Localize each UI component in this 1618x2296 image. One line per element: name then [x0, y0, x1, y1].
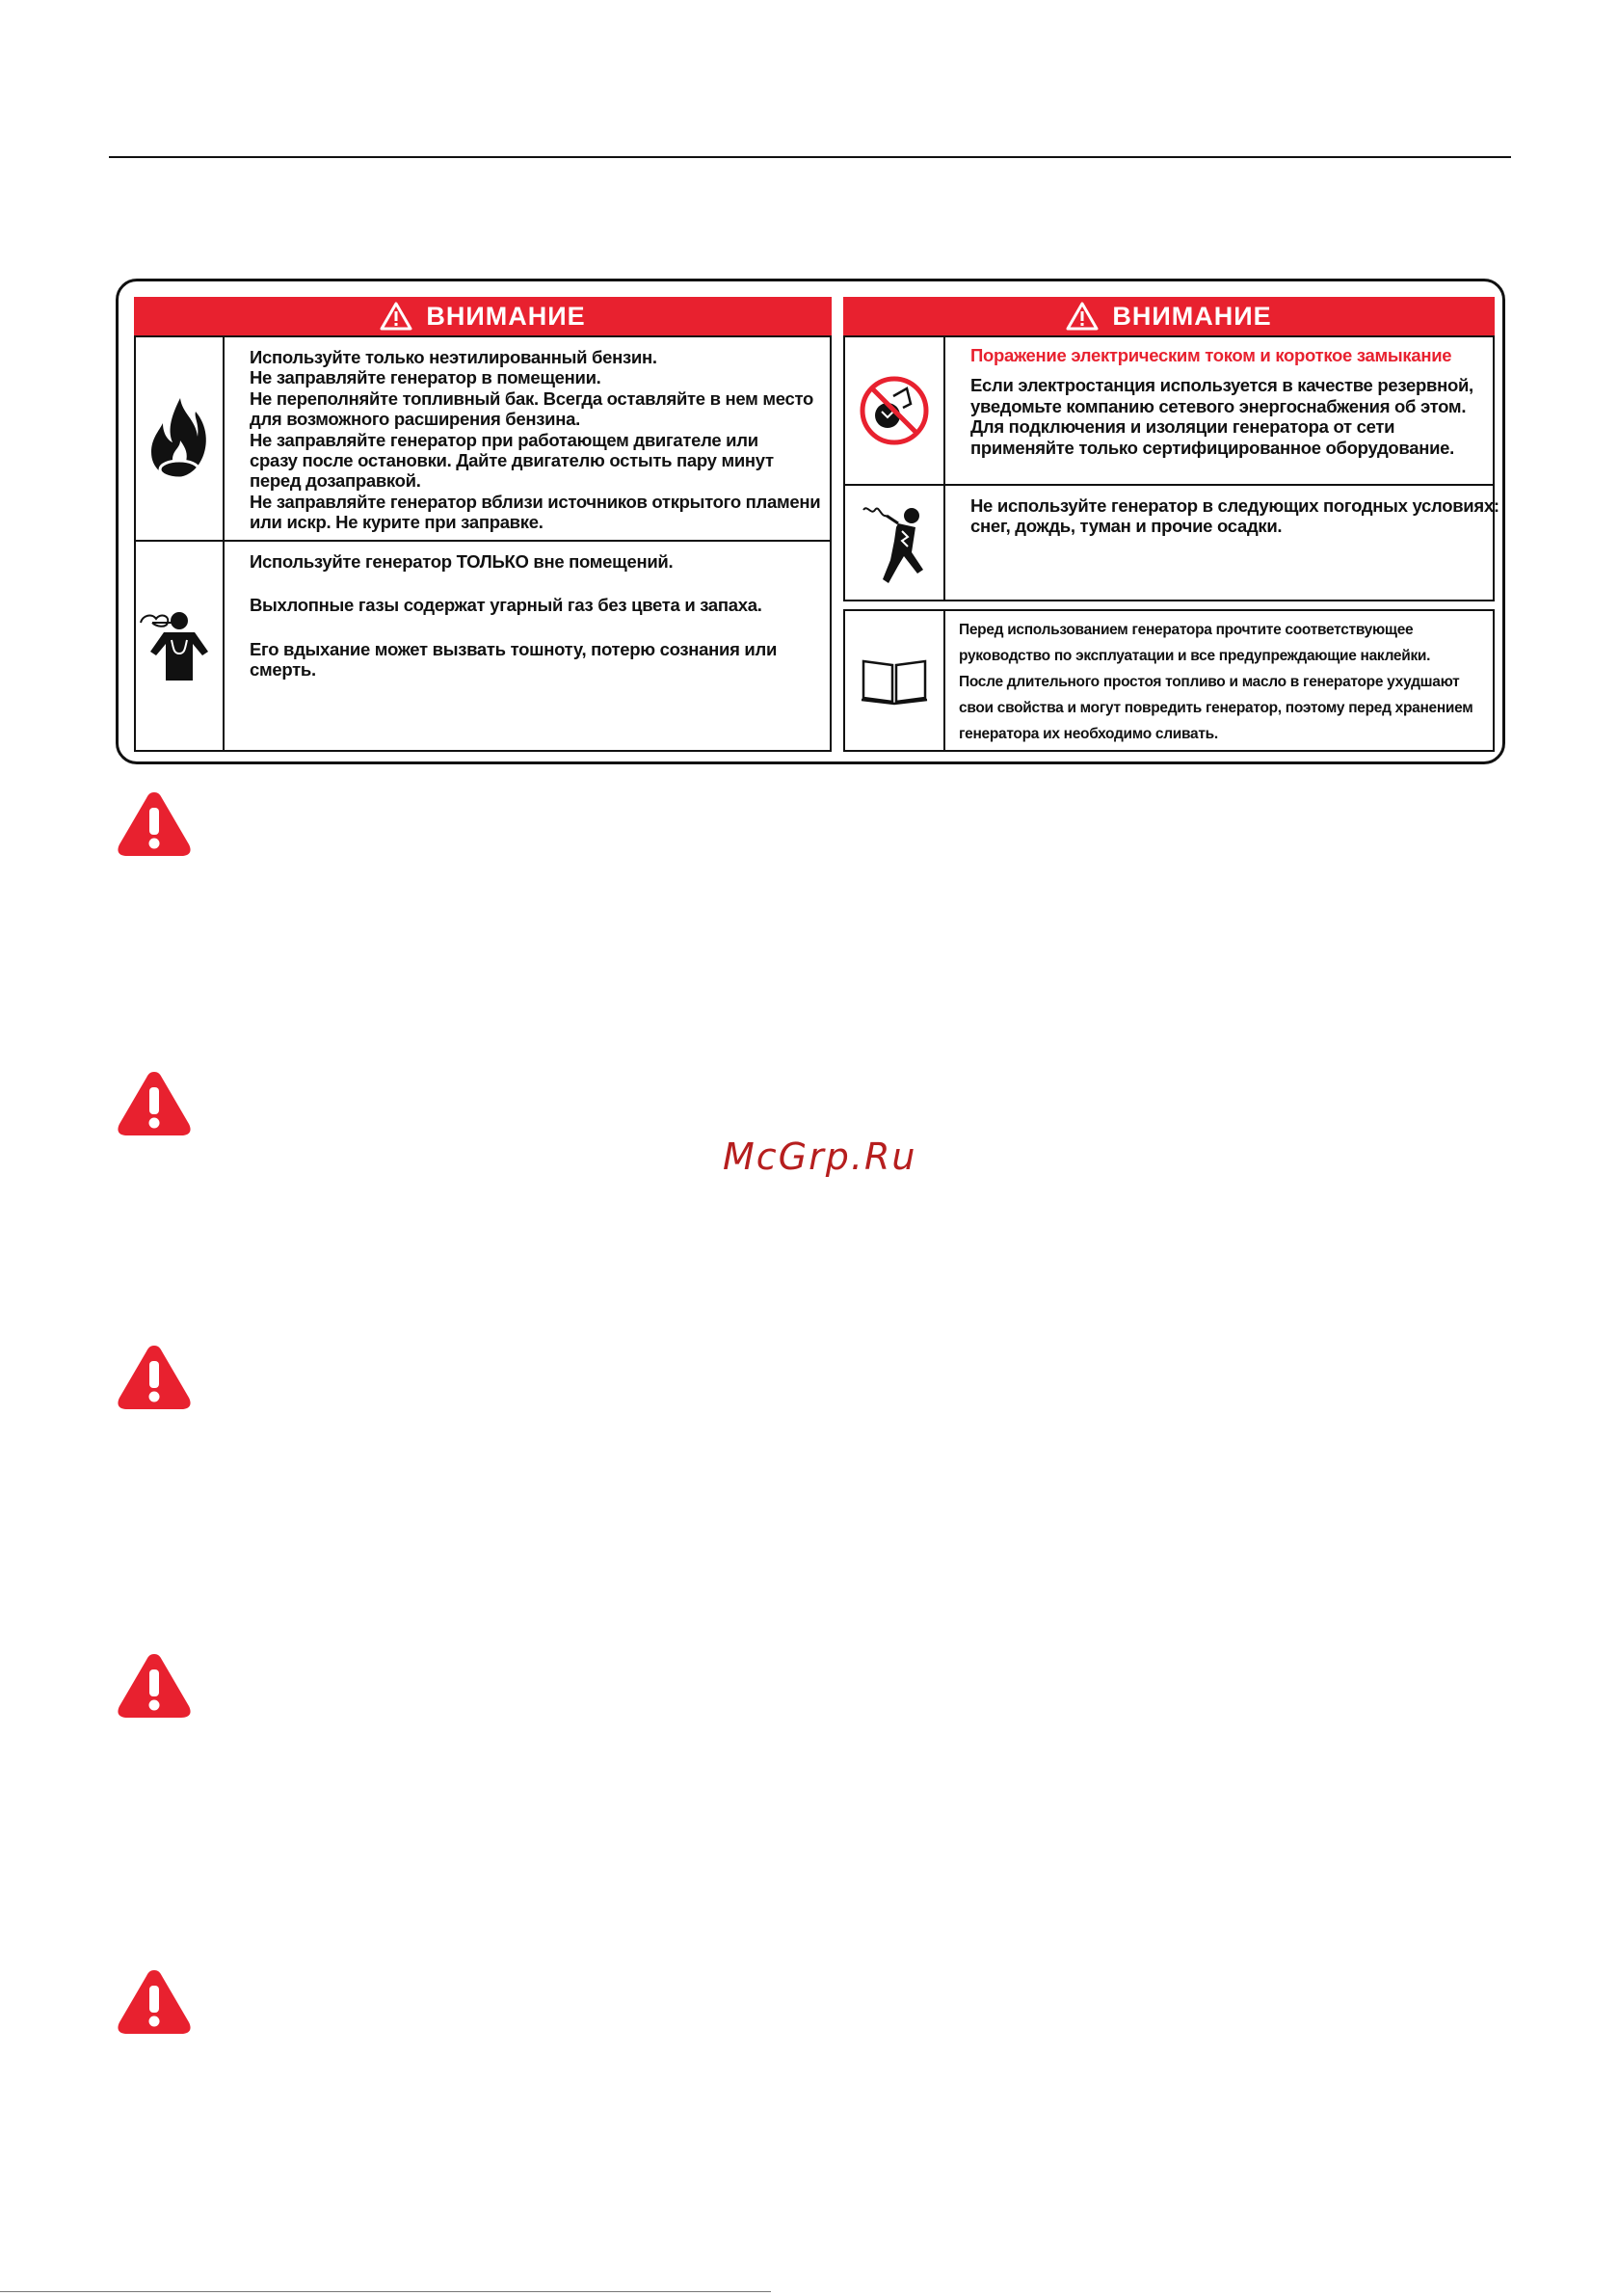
electric-icon-cell: [845, 337, 945, 484]
no-electric-icon: [859, 375, 930, 446]
manual-panel: [843, 609, 1495, 752]
electric-line-4: применяйте только сертифицированное оборудование.: [970, 437, 1455, 458]
weather-warning-row: [843, 484, 1499, 601]
left-panel-header-text: ВНИМАНИЕ: [426, 301, 586, 331]
manual-icon-cell: [845, 611, 945, 750]
exhaust-gap-2: [250, 616, 818, 639]
fuel-line-6: сразу после остановки. Дайте двигателю остыть пару минут: [250, 450, 774, 471]
weather-line-2: снег, дождь, туман и прочие осадки.: [970, 516, 1283, 537]
electric-line-2: уведомьте компанию сетевого энергоснабжения об этом.: [970, 395, 1467, 416]
fire-icon: [147, 394, 211, 483]
manual-warning-text: [945, 611, 1493, 750]
exhaust-line-4: смерть.: [250, 659, 316, 681]
fuel-line-2: Не заправляйте генератор в помещении.: [250, 367, 601, 388]
fuel-line-3: Не переполняйте топливный бак. Всегда оставляйте в нем место: [250, 387, 814, 409]
left-warning-panel: [134, 297, 832, 752]
electric-gap: [970, 365, 1481, 375]
exhaust-line-1: Используйте генератор ТОЛЬКО вне помещений.: [250, 551, 674, 572]
exhaust-warning-text: [225, 542, 830, 750]
electric-warning-row: [843, 335, 1495, 486]
manual-warning-row: [843, 609, 1495, 752]
exhaust-line-2: Выхлопные газы содержат угарный газ без цвета и запаха.: [250, 595, 762, 616]
right-panel-header: [843, 297, 1495, 335]
manual-line-3: После длительного простоя топливо и масло в генераторе ухудшают: [959, 674, 1460, 690]
exhaust-icon-cell: [136, 542, 225, 750]
exhaust-person-icon: [139, 609, 220, 682]
electric-line-1: Если электростанция используется в качестве резервной,: [970, 375, 1473, 396]
right-warning-panel: [843, 297, 1499, 601]
electric-shock-person-icon: [860, 496, 929, 589]
top-rule: [109, 156, 1511, 158]
weather-line-1: Не используйте генератор в следующих погодных условиях:: [970, 495, 1499, 516]
manual-book-icon: [860, 655, 929, 706]
exhaust-warning-row: [134, 540, 832, 752]
warning-label: [116, 279, 1505, 764]
fuel-line-7: перед дозаправкой.: [250, 470, 421, 492]
weather-warning-text: [945, 486, 1499, 600]
fuel-warning-text: [225, 337, 830, 540]
fuel-icon-cell: [136, 337, 225, 540]
weather-icon-cell: [845, 486, 945, 600]
warning-triangle-icon: [116, 1342, 193, 1411]
warning-triangle-icon: [116, 1650, 193, 1720]
warning-triangle-icon: [116, 1068, 193, 1137]
bottom-rule: [0, 2291, 771, 2292]
left-panel-header: [134, 297, 832, 335]
fuel-line-8: Не заправляйте генератор вблизи источников открытого пламени: [250, 491, 821, 512]
fuel-warning-row: [134, 335, 832, 542]
manual-line-5: генератора их необходимо сливать.: [959, 726, 1218, 742]
watermark: McGrp.Ru: [723, 1135, 917, 1178]
electric-title: Поражение электрическим током и короткое замыкание: [970, 345, 1452, 365]
fuel-line-5: Не заправляйте генератор при работающем двигателе или: [250, 429, 758, 450]
warning-triangle-icon: [380, 302, 412, 331]
warning-triangle-icon: [116, 1966, 193, 2036]
electric-warning-text: [945, 337, 1493, 484]
fuel-line-4: для возможного расширения бензина.: [250, 409, 580, 430]
manual-line-1: Перед использованием генератора прочтите соответствующее: [959, 622, 1414, 638]
manual-line-4: свои свойства и могут повредить генератор, поэтому перед хранением: [959, 700, 1473, 716]
electric-line-3: Для подключения и изоляции генератора от сети: [970, 416, 1395, 438]
manual-line-2: руководство по эксплуатации и все предупреждающие наклейки.: [959, 648, 1431, 664]
exhaust-line-3: Его вдыхание может вызвать тошноту, потерю сознания или: [250, 638, 778, 659]
warning-triangle-icon: [1066, 302, 1099, 331]
fuel-line-9: или искр. Не курите при заправке.: [250, 512, 544, 533]
warning-triangle-icon: [116, 788, 193, 858]
right-panel-header-text: ВНИМАНИЕ: [1112, 301, 1272, 331]
fuel-line-1: Используйте только неэтилированный бензин.: [250, 347, 657, 367]
exhaust-gap-1: [250, 572, 818, 595]
